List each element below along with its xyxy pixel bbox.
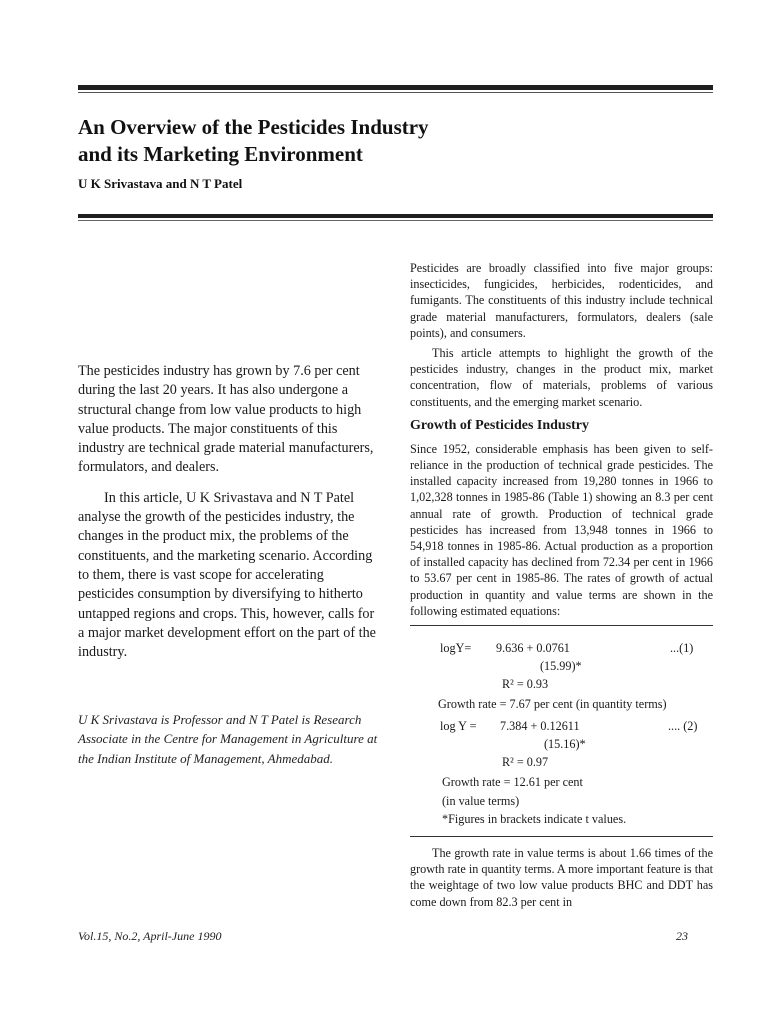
top-rule-thin bbox=[78, 92, 713, 93]
page-number: 23 bbox=[676, 929, 688, 943]
eq2-terms: (in value terms) bbox=[442, 794, 520, 808]
eq2-r-squared: R² = 0.97 bbox=[502, 755, 549, 769]
eq2-growth-rate: Growth rate = 12.61 per cent bbox=[442, 775, 583, 789]
abstract-column bbox=[78, 362, 378, 673]
equation-2 bbox=[410, 718, 713, 734]
body-paragraph-3: Since 1952, considerable emphasis has been given to self-reliance in the production of technical grade pesticides. The installed capacity increased from 19,280 tonnes in 1966 to 1,02,328 tonnes in 1985-86 (Table 1) showing an 8.3 per cent annual rate of growth. Production of technical grade pesticides has increased from 13,948 tonnes in 1966 to 54,918 tonnes in 1985-86. Actual production as a proportion of installed capacity has declined from 72.34 per cent in 1966 to 53.67 per cent in 1985-86. The rates of growth of actual production in quantity and value terms are shown in the following estimated equations: bbox=[410, 441, 713, 618]
section-heading: Growth of Pesticides Industry bbox=[410, 417, 590, 433]
journal-citation: Vol.15, No.2, April-June 1990 bbox=[78, 929, 222, 943]
eq1-r-squared: R² = 0.93 bbox=[502, 677, 549, 691]
eq2-t-value: (15.16)* bbox=[544, 737, 586, 751]
body-paragraph-4: The growth rate in value terms is about 1.66 times of the growth rate in quantity terms. A more important feature is that the weightage of two low value products BHC and DDT has come down from 82.3 per cent in bbox=[410, 846, 713, 909]
eq1-growth-rate: Growth rate = 7.67 per cent (in quantity terms) bbox=[438, 697, 667, 711]
body-paragraph-1: Pesticides are broadly classified into five major groups: insecticides, fungicides, herbicides, rodenticides, and fumigants. The constituents of this industry include technical grade material manufacturers, formulators, dealers (sale points), and consumers. bbox=[410, 261, 713, 340]
t-value-note: *Figures in brackets indicate t values. bbox=[442, 812, 627, 826]
article-authors: U K Srivastava and N T Patel bbox=[78, 176, 243, 191]
eq1-lhs: logY= bbox=[440, 641, 472, 655]
eq1-t-value: (15.99)* bbox=[540, 659, 582, 673]
eq1-rhs: 9.636 + 0.0761 bbox=[496, 641, 570, 655]
eq2-lhs: log Y = bbox=[440, 719, 477, 733]
body-continuation bbox=[410, 845, 713, 910]
title-line-2: and its Marketing Environment bbox=[78, 142, 363, 166]
abstract-paragraph-1: The pesticides industry has grown by 7.6 per cent during the last 20 years. It has also undergone a structural change from low value products to high value products. The major constituents of this industry are technical grade material manufacturers, formulators, and dealers. bbox=[78, 363, 374, 476]
author-affiliation: U K Srivastava is Professor and N T Patel is Research Associate in the Centre for Management in Agriculture at the Indian Institute of Management, Ahmedabad. bbox=[78, 712, 378, 766]
header-rule-thin bbox=[78, 220, 713, 221]
article-title bbox=[78, 114, 638, 168]
equations-box bbox=[410, 625, 713, 837]
equation-1 bbox=[410, 640, 713, 656]
header-rule bbox=[78, 214, 713, 218]
eq2-number: .... (2) bbox=[668, 719, 698, 733]
title-line-1: An Overview of the Pesticides Industry bbox=[78, 115, 429, 139]
abstract-paragraph-2: In this article, U K Srivastava and N T Patel analyse the growth of the pesticides industry, the changes in the product mix, the problems of the constituents, and the marketing scenario. According to them, there is vast scope for accelerating pesticides consumption by diversifying to hitherto untapped regions and crops. This, however, calls for a major market development effort on the part of the industry. bbox=[78, 489, 376, 661]
body-paragraph-2: This article attempts to highlight the growth of the pesticides industry, changes in the product mix, market concentration, flow of materials, problems of various constituents, and the emerging market scenario. bbox=[410, 346, 713, 409]
body-column bbox=[410, 260, 713, 623]
eq1-number: ...(1) bbox=[670, 641, 694, 655]
top-rule bbox=[78, 85, 713, 90]
eq2-rhs: 7.384 + 0.12611 bbox=[500, 719, 580, 733]
